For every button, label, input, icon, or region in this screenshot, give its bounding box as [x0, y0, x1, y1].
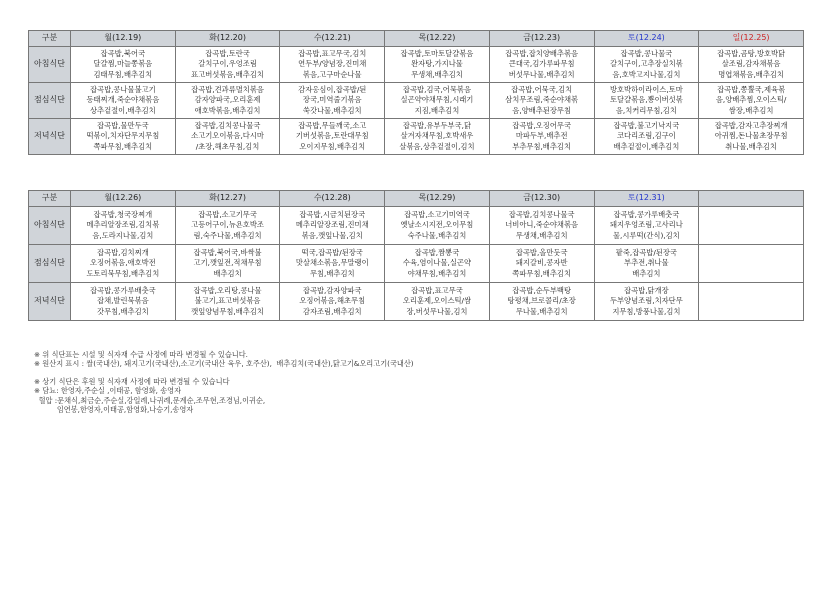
menu-cell — [175, 83, 280, 119]
meal-label: 아침식단 — [29, 207, 71, 245]
menu-cell — [175, 47, 280, 83]
menu-line: 두부양념조림,치자단무 — [609, 296, 683, 306]
menu-line: 불고기,표고버섯볶음 — [194, 296, 261, 306]
menu-line: 살조림,감자채볶음 — [721, 59, 781, 69]
menu-line: 잡곡밥,토마토달걀볶음 — [400, 48, 474, 58]
menu-line: 실곤약야채무침,시래기 — [400, 95, 474, 105]
menu-line: 잡곡밥,오리탕,콩나물 — [193, 285, 262, 295]
header-cell: 구분 — [29, 31, 71, 47]
menu-line: 배추겉절이,배추김치 — [613, 141, 680, 151]
menu-line: 잡곡밥,북어국,바싹불 — [193, 247, 262, 257]
menu-cell — [699, 207, 804, 245]
menu-line: 잡곡밥,감자양파국 — [302, 285, 362, 295]
week2-body — [29, 207, 804, 321]
menu-line: 지짐,배추김치 — [414, 105, 460, 115]
header-cell: 목(12.29) — [385, 191, 490, 207]
menu-cell — [594, 245, 699, 283]
menu-line: 무생채,배추김치 — [515, 230, 568, 240]
menu-cell — [280, 245, 385, 283]
header-cell: 화(12.27) — [175, 191, 280, 207]
menu-line: 동태찌개,죽순야채볶음 — [86, 95, 160, 105]
menu-line: 잡곡밥,무들깨국,소고 — [298, 120, 367, 130]
menu-line: 갈치구이,고추장실치볶 — [609, 59, 683, 69]
menu-line: 잡곡밥,올만둣국 — [515, 247, 568, 257]
week1-body — [29, 47, 804, 155]
menu-line: 맛살채소볶음,무말랭이 — [295, 258, 369, 268]
menu-cell — [489, 207, 594, 245]
menu-line: 오리훈제,오이스틱/쌈 — [402, 296, 472, 306]
menu-line: 너비아니,죽순야채볶음 — [505, 220, 579, 230]
menu-line: 쪽파무침,배추김치 — [93, 141, 153, 151]
menu-line: 잡곡밥,견과류멸치볶음 — [191, 84, 264, 94]
menu-cell — [175, 283, 280, 321]
menu-line: 지무침,방풍나물,김치 — [612, 306, 681, 316]
note-line: 혈압 :문채식,최금순,주순실,강일례,나귀례,문계순,조무현,조경님,이귀순, — [34, 395, 266, 405]
menu-cell — [594, 47, 699, 83]
menu-cell — [699, 283, 804, 321]
menu-cell — [489, 83, 594, 119]
menu-cell — [594, 119, 699, 155]
menu-line: 잡곡밥,물만두국 — [97, 120, 149, 130]
menu-cell — [594, 207, 699, 245]
menu-line: 잡곡밥,김국,어묵볶음 — [402, 84, 471, 94]
menu-line: 기버섯볶음,토란대무침 — [295, 131, 369, 141]
menu-line: 쪽파무침,배추김치 — [512, 268, 572, 278]
meal-label: 아침식단 — [29, 47, 71, 83]
menu-line: 삼치무조림,죽순야채볶 — [505, 95, 579, 105]
menu-line: 방호박하이라이스,토마 — [609, 84, 683, 94]
menu-line: 옛날소시지전,오이무침 — [400, 220, 474, 230]
header-cell: 목(12.22) — [385, 31, 490, 47]
menu-cell — [280, 83, 385, 119]
menu-row — [29, 245, 804, 283]
header-cell: 금(12.30) — [489, 191, 594, 207]
menu-line: 고등어구이,뉴욘호박조 — [191, 220, 264, 230]
menu-line: 볶음,고구마순나물 — [302, 69, 362, 79]
menu-line: 잡곡밥,짬뽕국 — [414, 247, 460, 257]
menu-line: 잡곡밥,잡치양배추볶음 — [505, 48, 579, 58]
menu-line: 무나물,배추김치 — [515, 306, 568, 316]
menu-line: 음,도라지나물,김치 — [92, 230, 154, 240]
note-line: 임연봉,한영자,이태공,함영화,나승기,송영자 — [34, 405, 194, 415]
header-cell-empty — [699, 191, 804, 207]
menu-line: 음,호박고지나물,김치 — [612, 69, 681, 79]
menu-cell — [280, 119, 385, 155]
header-cell-saturday: 토(12.24) — [594, 31, 699, 47]
menu-line: 취나물,배추김치 — [725, 141, 777, 151]
header-cell: 월(12.26) — [71, 191, 176, 207]
menu-line: 살겨자채무침,호박새우 — [400, 131, 474, 141]
menu-cell — [699, 47, 804, 83]
menu-cell — [71, 119, 176, 155]
menu-line: 돼지갈비,콩자반 — [515, 258, 568, 268]
meal-label: 저녁식단 — [29, 283, 71, 321]
header-cell: 수(12.21) — [280, 31, 385, 47]
menu-line: 잡곡밥,오징어무국 — [512, 120, 572, 130]
menu-line: 연두부/양념장,진미채 — [298, 59, 367, 69]
menu-cell — [385, 245, 490, 283]
header-cell: 수(12.28) — [280, 191, 385, 207]
menu-cell — [489, 245, 594, 283]
menu-line: 음,양배추찜,오이스틱/ — [715, 95, 787, 105]
notes-section — [34, 350, 414, 414]
menu-line: 오징어볶음,해초무침 — [299, 296, 366, 306]
header-cell-sunday: 일(12.25) — [699, 31, 804, 47]
menu-line: 메추리알장조림,김치볶 — [86, 220, 160, 230]
menu-line: 잡곡밥,유부두부국,닭 — [402, 120, 471, 130]
menu-line: 애호박볶음,배추김치 — [194, 105, 261, 115]
menu-line: 갓무침,배추김치 — [97, 306, 149, 316]
menu-line: 부추무침,배추김치 — [512, 141, 572, 151]
menu-line: 무생채,배추김치 — [411, 69, 463, 79]
menu-row — [29, 283, 804, 321]
menu-line: 깻잎양념무침,배추김치 — [191, 306, 264, 316]
menu-line: 배추김치 — [213, 268, 242, 278]
menu-cell — [175, 119, 280, 155]
menu-line: 완자탕,가지나물 — [411, 59, 463, 69]
menu-row — [29, 83, 804, 119]
menu-cell — [71, 83, 176, 119]
menu-cell — [489, 47, 594, 83]
menu-line: 잡곡밥,토란국 — [205, 48, 250, 58]
meal-label: 점심식단 — [29, 245, 71, 283]
menu-line: 볶음,깻잎나물,김치 — [301, 230, 363, 240]
menu-line: 림,숙주나물,배추김치 — [193, 230, 262, 240]
menu-line: 돼지우엉조림,고사리나 — [609, 220, 683, 230]
menu-cell — [71, 47, 176, 83]
menu-line: /초장,해초무침,김치 — [195, 141, 260, 151]
menu-line: 김태무침,배추김치 — [93, 69, 153, 79]
menu-cell — [385, 83, 490, 119]
menu-line: 음,치커리무침,김치 — [615, 105, 677, 115]
note-line: ※ 원산지 표시 : 쌀(국내산), 돼지고기(국내산),소고기(국내산 육우, 호주산), 배추김치(국내산),닭고기&오리고기(국내산) — [34, 359, 414, 369]
menu-line: 떡볶이,치자단무지무침 — [86, 131, 160, 141]
menu-line: 표고버섯볶음,배추김치 — [191, 69, 264, 79]
menu-line: 팥죽,잡곡밥/된장국 — [615, 247, 677, 257]
menu-line: 명엽채볶음,배추김치 — [718, 69, 784, 79]
menu-line: 잡곡밥,소고기미역국 — [404, 209, 470, 219]
menu-cell — [699, 83, 804, 119]
menu-line: 부추전,취나물 — [624, 258, 669, 268]
menu-cell — [71, 245, 176, 283]
menu-cell — [489, 283, 594, 321]
header-cell: 화(12.20) — [175, 31, 280, 47]
menu-line: 잡곡밥,닭개장 — [624, 285, 669, 295]
menu-line: 잡곡밥,북어국 — [100, 48, 146, 58]
menu-cell — [385, 283, 490, 321]
meal-label: 저녁식단 — [29, 119, 71, 155]
menu-cell — [280, 283, 385, 321]
menu-line: 도토리묵무침,배추김치 — [86, 268, 160, 278]
menu-line: 잡곡밥,김치콩나물국 — [508, 209, 575, 219]
menu-line: 잡곡밥,소고기무국 — [198, 209, 257, 219]
menu-line: 배추김치 — [632, 268, 661, 278]
menu-line: 잡곡밥,표고무국 — [411, 285, 463, 295]
menu-line: 살볶음,상추겉절이,김치 — [399, 141, 475, 151]
menu-cell — [385, 207, 490, 245]
header-cell: 월(12.19) — [71, 31, 176, 47]
menu-line: 잡곡밥,콩나물불고기 — [89, 84, 156, 94]
header-cell: 금(12.23) — [489, 31, 594, 47]
menu-line: 고기,깻잎전,적채무침 — [193, 258, 262, 268]
menu-line: 잡곡밥,감자고추장찌개 — [714, 120, 788, 130]
header-cell: 구분 — [29, 191, 71, 207]
menu-line: 무침,배추김치 — [309, 268, 355, 278]
menu-line: 잡채,발린묵볶음 — [97, 296, 149, 306]
menu-line: 달걀찜,마늘쫑볶음 — [93, 59, 153, 69]
week1-header-row — [29, 31, 804, 47]
menu-line: 장,버섯무나물,김치 — [406, 306, 468, 316]
menu-cell — [699, 245, 804, 283]
week2-menu-table — [28, 190, 804, 321]
menu-line: 쌈장,배추김치 — [728, 105, 774, 115]
note-line: ※ 담뇨: 한영자,주순실 ,이태공, 함영화, 송영자 — [34, 386, 182, 396]
menu-line: 수육,염이나물,실곤약 — [402, 258, 471, 268]
menu-cell — [489, 119, 594, 155]
week2-header-row — [29, 191, 804, 207]
menu-cell — [385, 119, 490, 155]
menu-line: 토달걀볶음,뿅이버섯볶 — [609, 95, 683, 105]
menu-line: 잡곡밥,김치찌개 — [97, 247, 149, 257]
menu-line: 쑥갓나물,배추김치 — [302, 105, 362, 115]
menu-line: 잡곡밥,청국장찌개 — [93, 209, 153, 219]
header-cell-saturday: 토(12.31) — [594, 191, 699, 207]
menu-line: 잡곡밥,어묵국,김치 — [511, 84, 573, 94]
menu-row — [29, 47, 804, 83]
menu-cell — [71, 283, 176, 321]
menu-line: 감자양파국,오리훈제 — [194, 95, 261, 105]
menu-line: 잡곡밥,쫑뿔국,제육볶 — [717, 84, 786, 94]
menu-cell — [175, 207, 280, 245]
menu-line: 코다리조림,김구이 — [617, 131, 676, 141]
menu-cell — [385, 47, 490, 83]
menu-row — [29, 119, 804, 155]
menu-row — [29, 207, 804, 245]
menu-line: 떡국,잡곡밥/된장국 — [301, 247, 363, 257]
menu-line: 감자옹심이,잡곡밥/된 — [298, 84, 367, 94]
menu-line: 잡곡밥,표고무국,김치 — [298, 48, 367, 58]
menu-line: 잡곡밥,불고기낙지국 — [613, 120, 680, 130]
menu-line: 물,시루떡(간식),김치 — [613, 230, 680, 240]
week1-menu-table — [28, 30, 804, 155]
menu-line: 잡곡밥,김치콩나물국 — [194, 120, 261, 130]
menu-line: 마파두부,배추전 — [515, 131, 568, 141]
menu-line: 소고기오이볶음,다시마 — [191, 131, 264, 141]
menu-line: 버섯무나물,배추김치 — [508, 69, 575, 79]
menu-cell — [699, 119, 804, 155]
menu-line: 아귀찜,돈나물초장무침 — [714, 131, 788, 141]
note-line: ※ 상기 식단은 후원 및 식자재 사정에 따라 변경될 수 있습니다 — [34, 376, 230, 386]
menu-line: 장국,미역줄기볶음 — [302, 95, 362, 105]
menu-line: 숙주나물,배추김치 — [407, 230, 467, 240]
meal-label: 점심식단 — [29, 83, 71, 119]
menu-line: 상추겉절이,배추김치 — [89, 105, 156, 115]
menu-line: 큰대국,김가루파무침 — [508, 59, 575, 69]
menu-cell — [71, 207, 176, 245]
menu-line: 탕평채,브로콜리/초장 — [507, 296, 576, 306]
menu-line: 잡곡밥,콩가루배춧국 — [613, 209, 680, 219]
menu-line: 갈치구이,우엉조림 — [198, 59, 257, 69]
menu-line: 메추리알장조림,진미채 — [295, 220, 369, 230]
menu-cell — [594, 283, 699, 321]
menu-cell — [594, 83, 699, 119]
menu-cell — [280, 47, 385, 83]
menu-line: 잡곡밥,콩가루배춧국 — [89, 285, 156, 295]
menu-line: 잡곡밥,시금치된장국 — [299, 209, 366, 219]
menu-line: 잡곡밥,순두부백탕 — [512, 285, 572, 295]
menu-line: 오징어볶음,애호박전 — [89, 258, 156, 268]
menu-cell — [175, 245, 280, 283]
note-line: ※ 위 식단표는 시설 및 식자재 수급 사정에 따라 변경될 수 있습니다. — [34, 350, 248, 359]
menu-line: 감자조림,배추김치 — [302, 306, 362, 316]
menu-line: 음,양배추된장무침 — [512, 105, 572, 115]
menu-line: 잡곡밥,곰탕,방호박닭 — [717, 48, 786, 58]
menu-cell — [280, 207, 385, 245]
menu-line: 잡곡밥,콩나물국 — [620, 48, 673, 58]
menu-line: 오이지무침,배추김치 — [299, 141, 366, 151]
menu-line: 야채무침,배추김치 — [407, 268, 467, 278]
